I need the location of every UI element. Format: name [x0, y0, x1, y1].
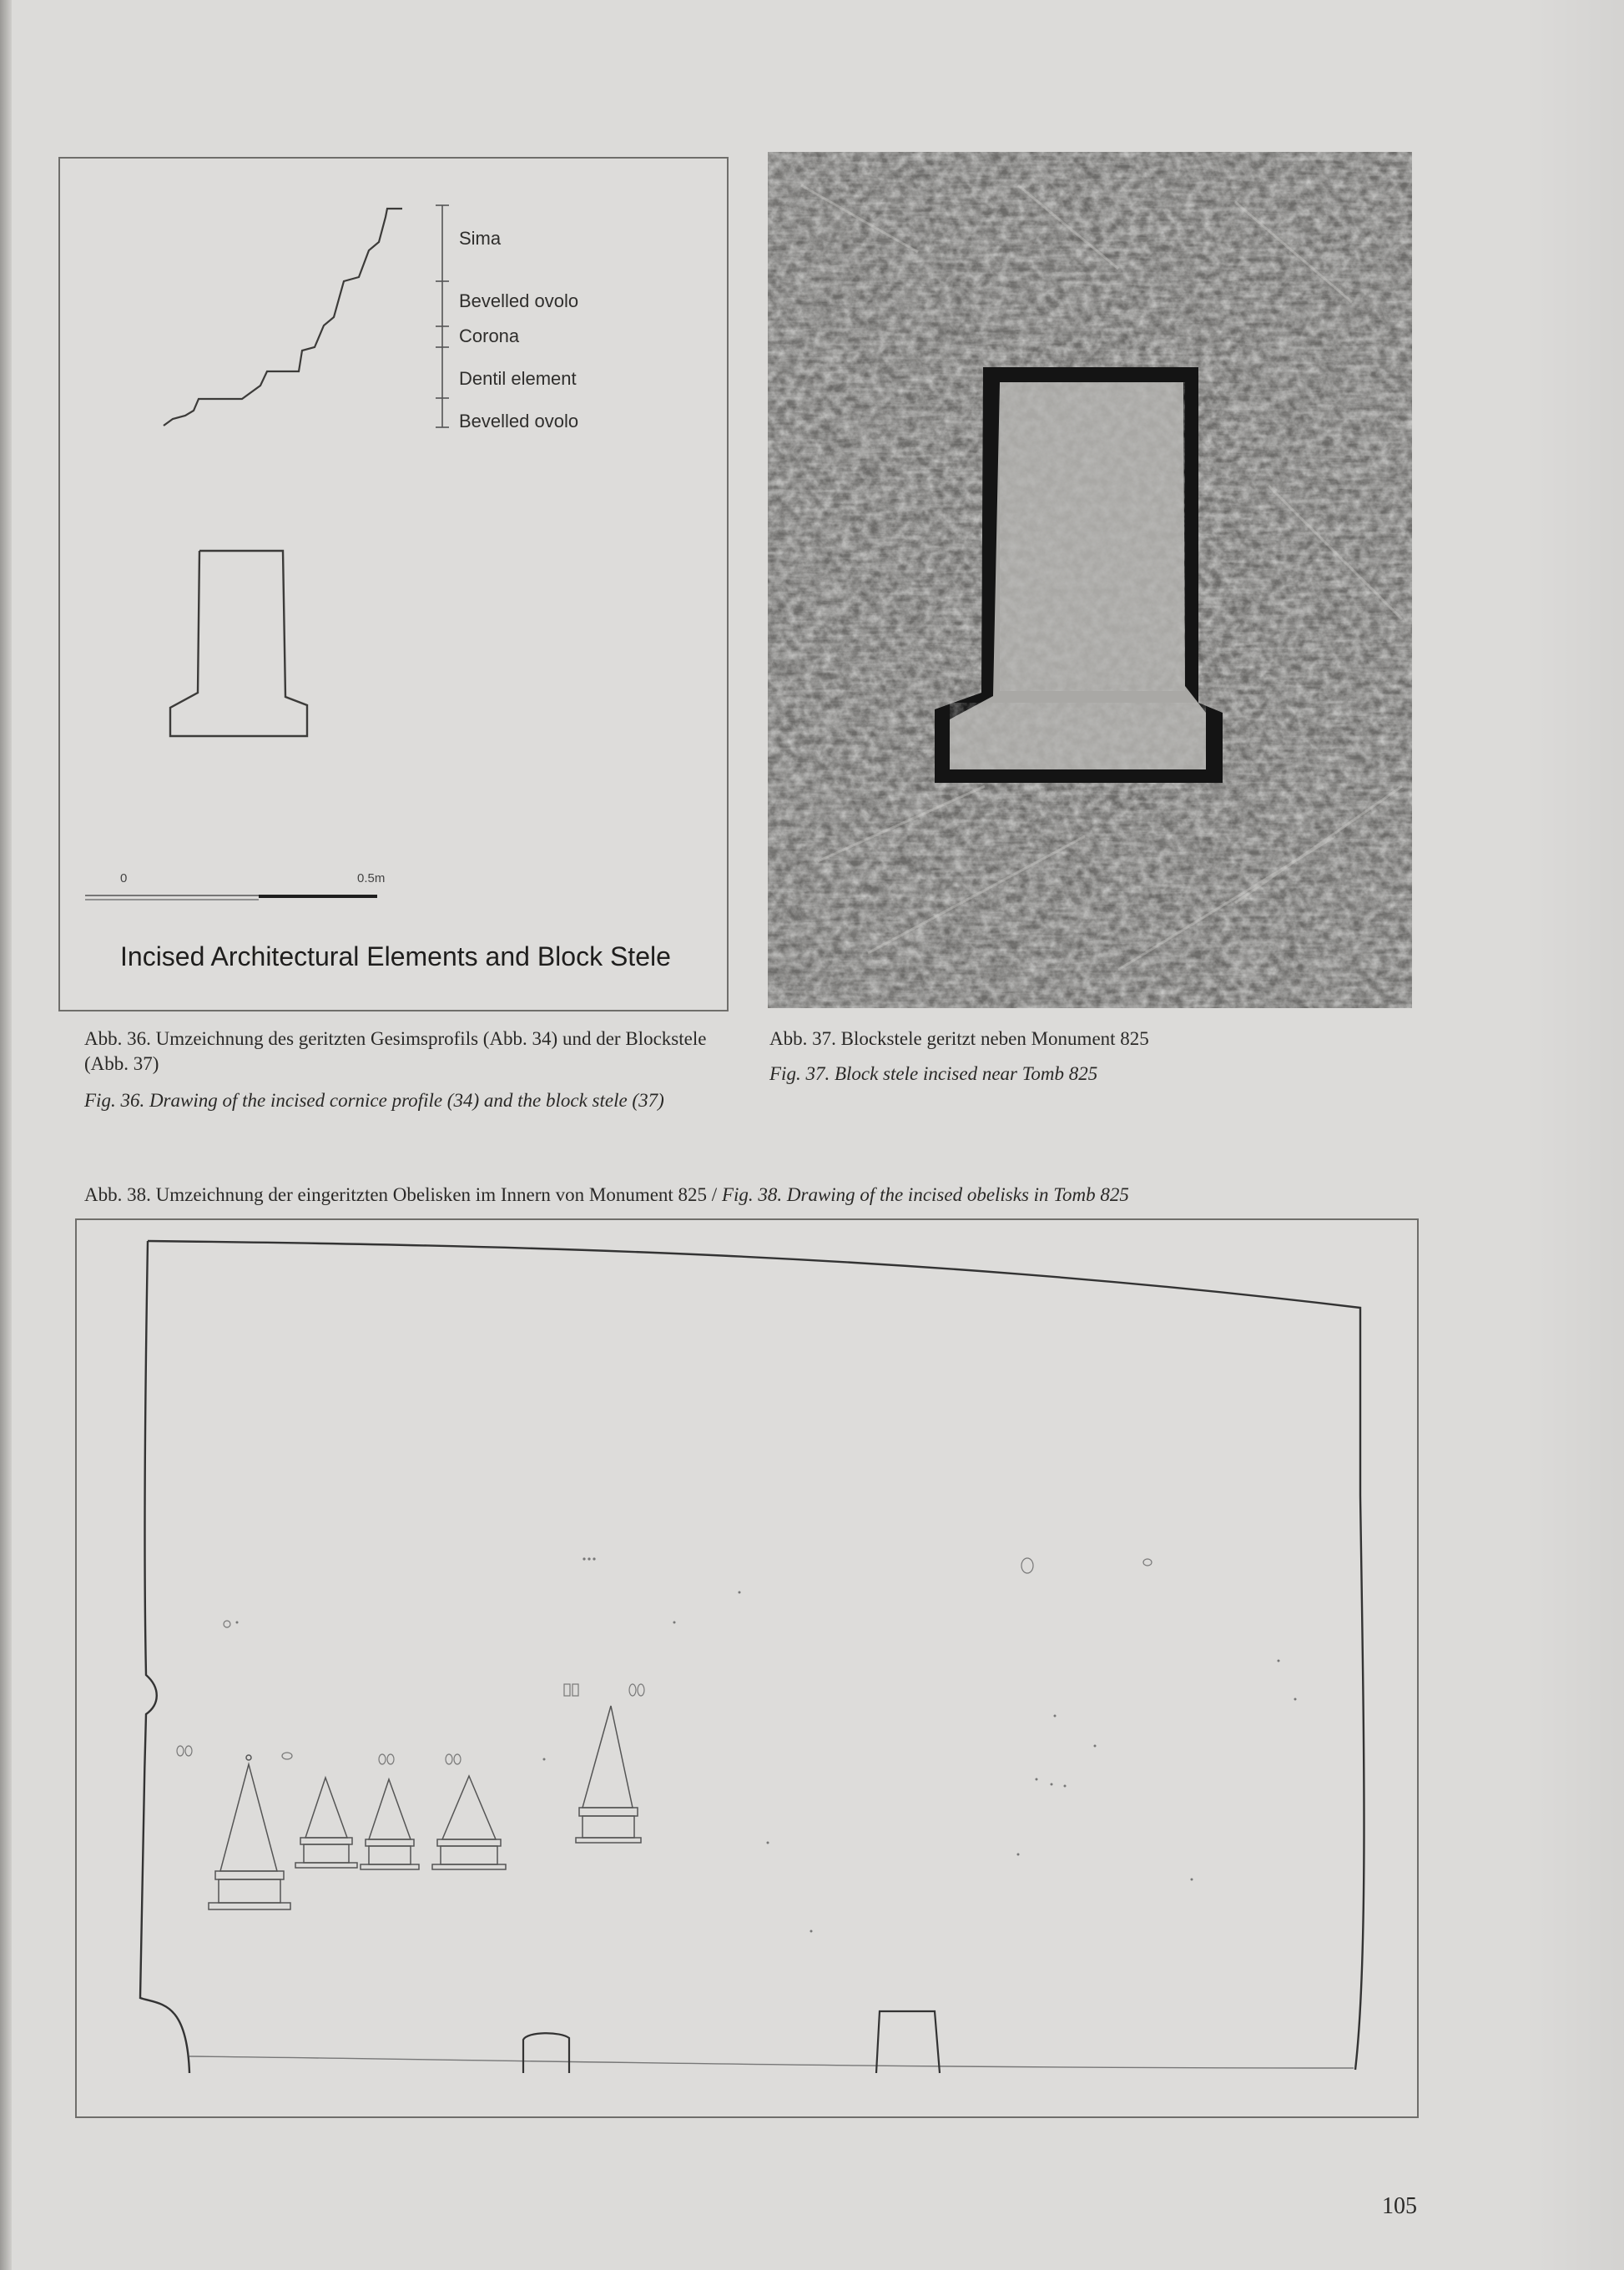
floor-line: [189, 2056, 1354, 2068]
doorway-post-left: [523, 2033, 569, 2073]
scale-label-start: 0: [120, 871, 128, 885]
cornice-and-stele-drawing: [60, 159, 730, 1013]
caption-fig-38: Fig. 38. Drawing of the incised obelisks in Tomb 825: [721, 1184, 1129, 1205]
label-sima: Sima: [459, 228, 502, 249]
block-stele-outline: [170, 551, 307, 736]
figure-37-photograph: [768, 152, 1412, 1008]
obelisk-3: [361, 1779, 419, 1869]
page-binding-edge: [0, 0, 12, 2270]
obelisk-4: [432, 1776, 506, 1869]
obelisk-5: [576, 1706, 641, 1843]
page-shadow: [1524, 0, 1624, 2270]
obelisk-2: [295, 1778, 357, 1868]
caption-abb-37: Abb. 37. Blockstele geritzt neben Monument 825: [769, 1028, 1149, 1049]
incised-marks: [177, 1558, 1152, 1764]
caption-abb-36: Abb. 36. Umzeichnung des geritzten Gesimsprofils (Abb. 34) und der Blockstele (Abb. 37): [84, 1028, 707, 1074]
caption-fig-37: Fig. 37. Block stele incised near Tomb 825: [769, 1063, 1098, 1084]
figure-38-drawing: [75, 1218, 1419, 2118]
figure-36-title: Incised Architectural Elements and Block Stele: [120, 941, 671, 971]
page-number: 105: [1382, 2193, 1417, 2219]
caption-abb-38: Abb. 38. Umzeichnung der eingeritzten Obelisken im Innern von Monument 825 /: [84, 1184, 718, 1205]
block-stele-photo: [768, 152, 1412, 1008]
caption-fig-36: Fig. 36. Drawing of the incised cornice profile (34) and the block stele (37): [84, 1090, 664, 1111]
label-dentil-element: Dentil element: [459, 368, 577, 389]
figure-36-drawing: [58, 157, 729, 1011]
label-corona: Corona: [459, 325, 520, 346]
incised-dots: [236, 1557, 1297, 1932]
room-outline-right: [148, 1241, 1364, 2070]
cornice-profile-line: [164, 209, 402, 426]
room-outline-left: [140, 1241, 189, 2073]
label-bevelled-ovolo-bottom: Bevelled ovolo: [459, 411, 579, 431]
label-bevelled-ovolo-top: Bevelled ovolo: [459, 290, 579, 311]
obelisks-drawing: [77, 1220, 1420, 2120]
caption-figure-38: [84, 1183, 1129, 1208]
obelisk-1: [209, 1755, 290, 1909]
scale-label-end: 0.5m: [357, 871, 386, 885]
doorway-post-right: [876, 2011, 940, 2073]
